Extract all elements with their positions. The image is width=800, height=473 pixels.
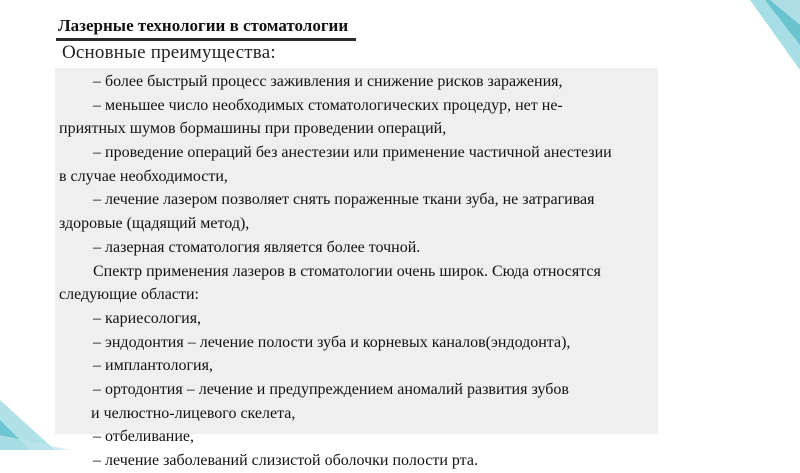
slide-title: Лазерные технологии в стоматологии (56, 14, 356, 41)
text-line: – кариесология, (93, 309, 202, 327)
text-line: – лечение заболеваний слизистой оболочки полости рта. (93, 452, 478, 469)
text-line: – ортодонтия – лечение и предупреждением аномалий развития зубов (93, 380, 569, 398)
text-line: – имплантология, (93, 357, 213, 375)
slide-subtitle: Основные преимущества: (62, 42, 276, 63)
text-line: следующие области: (59, 286, 199, 304)
content-text-block (55, 68, 658, 469)
text-line: – отбеливание, (93, 428, 195, 446)
text-line: в случае необходимости, (59, 167, 228, 185)
text-line: Спектр применения лазеров в стоматологии очень широк. Сюда относятся (93, 262, 601, 280)
text-line: – более быстрый процесс заживления и снижение рисков заражения, (93, 73, 563, 90)
text-line: и челюстно-лицевого скелета, (91, 404, 296, 422)
text-line: – лечение лазером позволяет снять пораженные ткани зуба, не затрагивая (93, 191, 595, 209)
text-line: приятных шумов бормашины при проведении операций, (59, 120, 447, 138)
text-line: здоровые (щадящий метод), (59, 215, 250, 233)
text-line: – лазерная стоматология является более точной. (93, 238, 421, 256)
corner-decoration-top-right (710, 0, 800, 70)
text-line: – проведение операций без анестезии или применение частичной анестезии (93, 144, 612, 162)
text-line: – меньшее число необходимых стоматологических процедур, нет не- (93, 96, 563, 114)
text-line: – эндодонтия – лечение полости зуба и корневых каналов(эндодонта), (93, 333, 571, 351)
